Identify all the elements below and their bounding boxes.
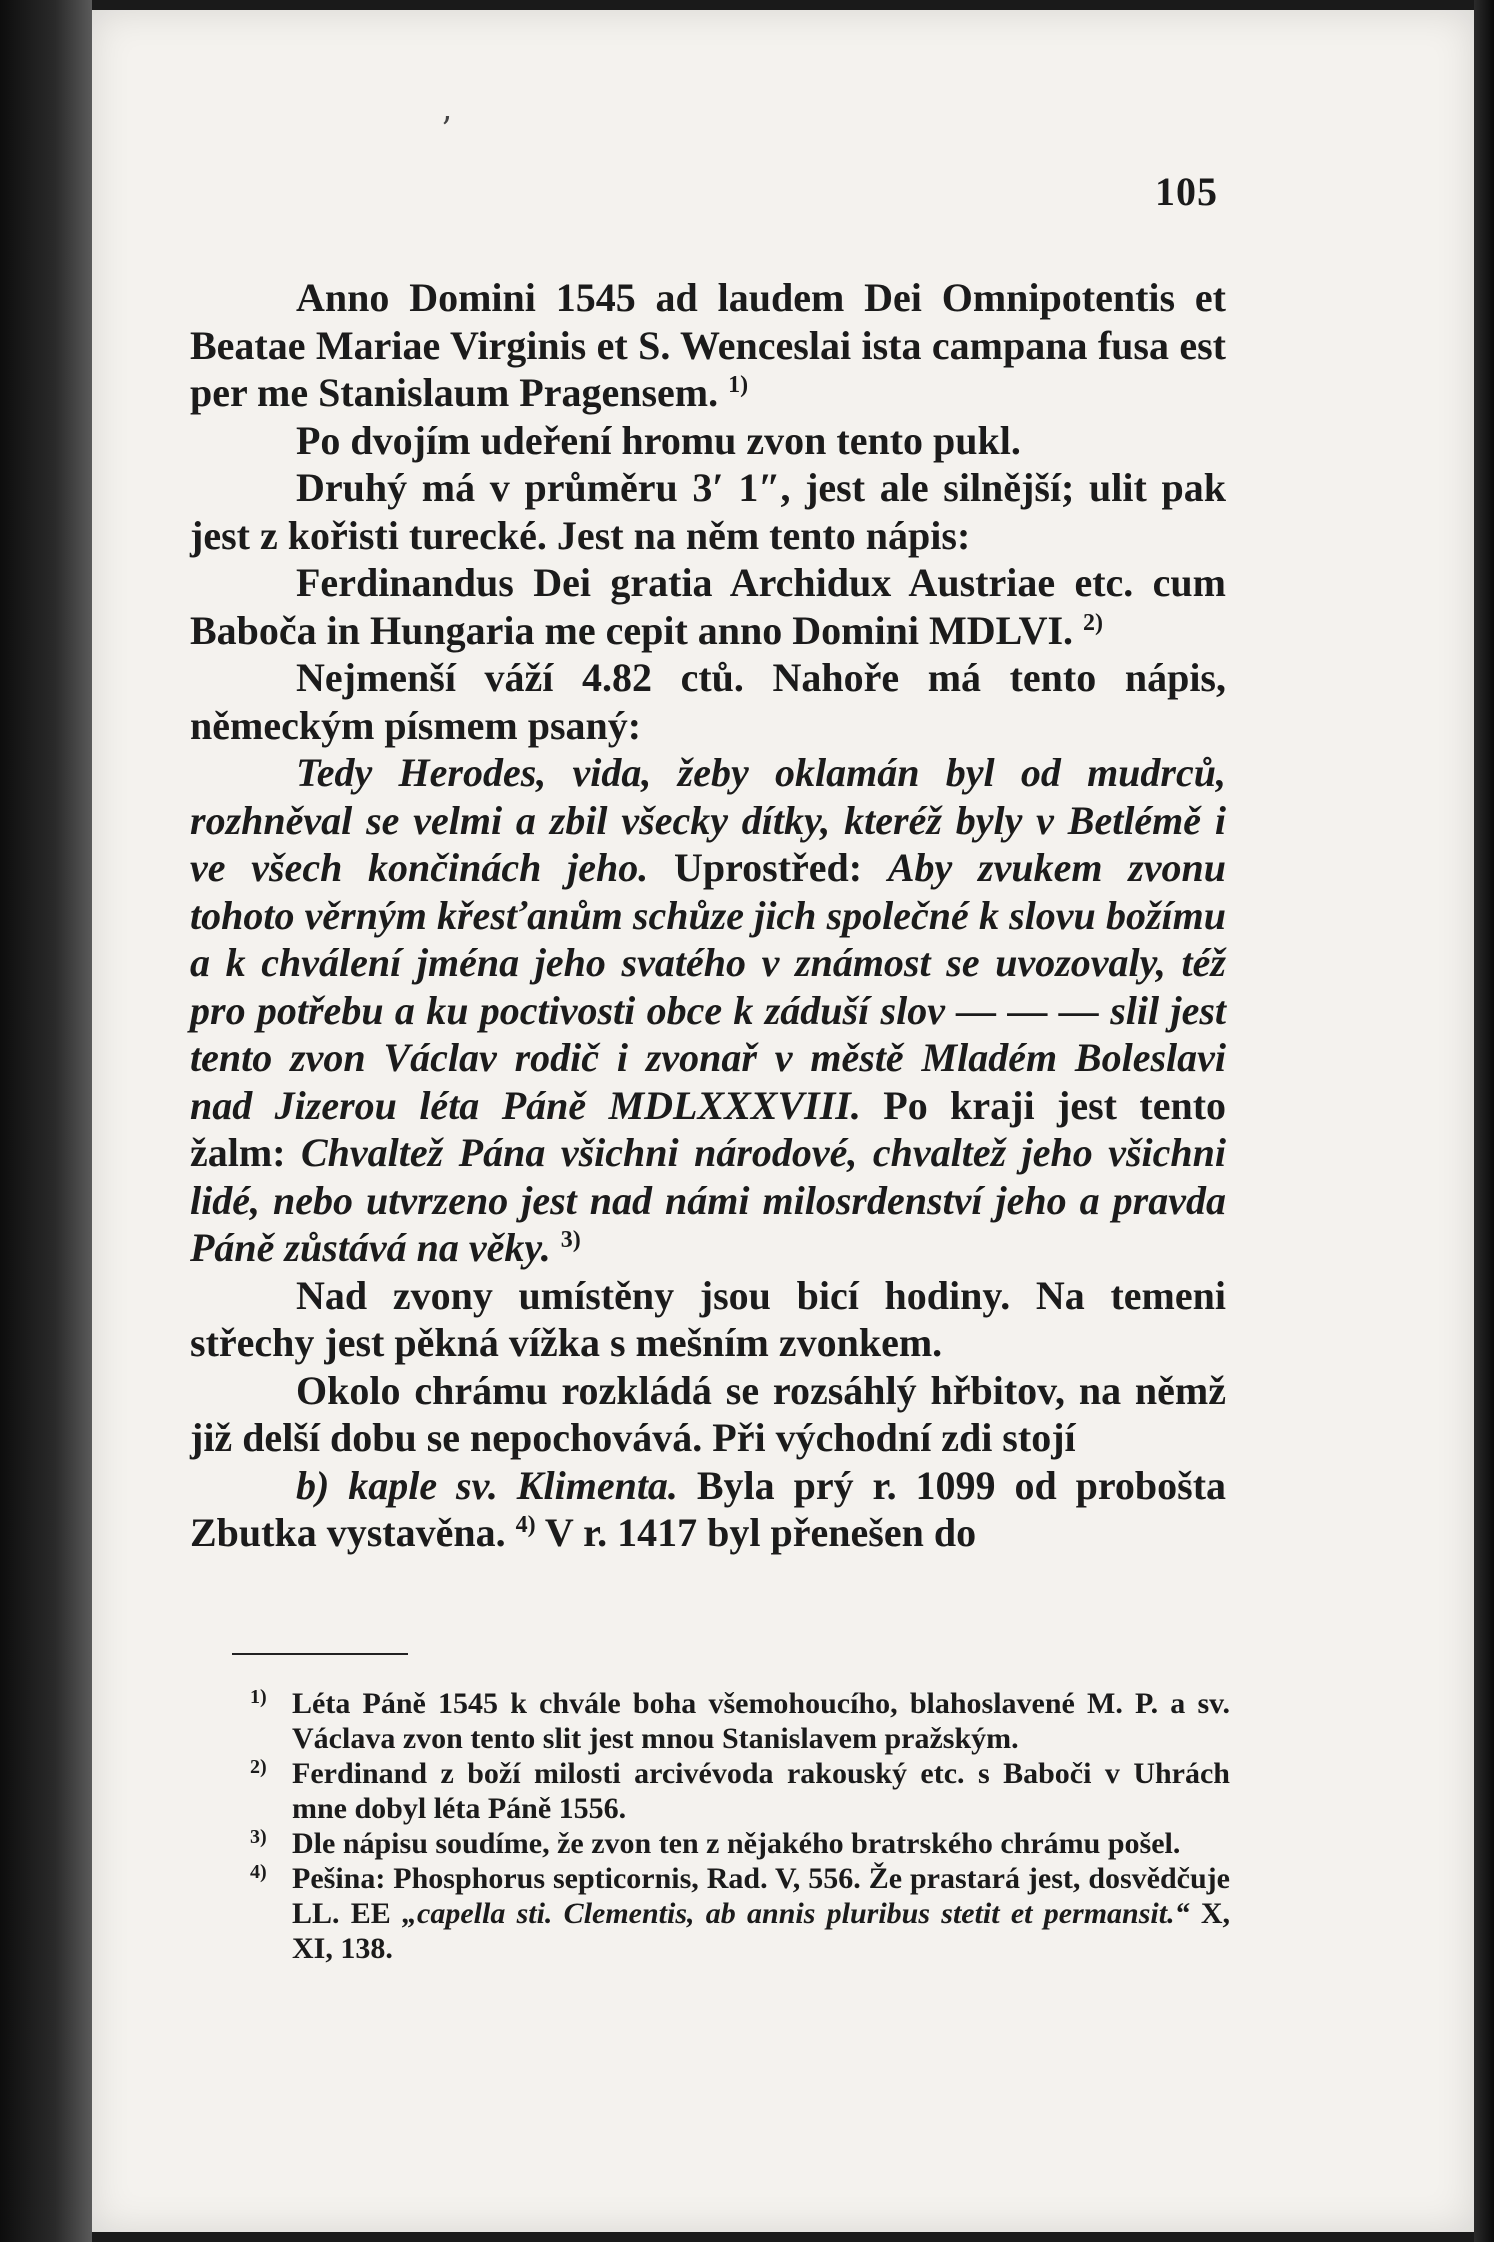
paragraph-inscription-1: Anno Domini 1545 ad laudem Dei Omnipotentis et Beatae Mariae Virginis et S. Wenceslai ista campana fusa est per me Stanislaum Pragensem. $^{1)}$ [190, 275, 1226, 415]
paragraph: Nejmenší váží 4.82 ctů. Nahoře má tento nápis, německým písmem psaný: [190, 655, 1226, 748]
italic-quote: Tedy Herodes, vida, žeby oklamán byl od mudrců, rozhněval se velmi a zbil všecky dítky, kteréž byly v Betlémě i ve všech končinách jeho. [190, 750, 1226, 890]
footnote: $^{1)}$ Léta Páně 1545 k chvále boha všemohoucího, blahoslavené M. P. a sv. Václava zvon tento slit jest mnou Stanislavem pražským. [250, 1686, 1230, 1755]
footnote-ref: 4) [515, 1512, 536, 1538]
footnote: $^{4)}$ Pešina: Phosphorus septicornis, Rad. V, 556. Že prastará jest, dosvědčuje LL. EE „capella sti. Clementis, ab annis pluribus stetit et permansit.“ X, XI, 138. [250, 1861, 1231, 1965]
ink-speck: ʼ [440, 110, 451, 150]
footnotes [250, 1686, 1230, 1966]
footnote-ref: 3) [560, 1227, 581, 1253]
paragraph: Okolo chrámu rozkládá se rozsáhlý hřbitov, na němž již delší dobu se nepochovává. Při východní zdi stojí [190, 1367, 1226, 1460]
paragraph-chapel: b) kaple sv. Klimenta. Byla prý r. 1099 od probošta Zbutka vystavěna. $^{4)}$ V r. 1417 byl přenešen do [190, 1462, 1227, 1555]
book-binding-shadow [0, 0, 92, 2242]
footnote: $^{3)}$ Dle nápisu soudíme, že zvon ten z nějakého bratrského chrámu pošel. [250, 1826, 1181, 1860]
footnote-ref: 2) [1083, 609, 1104, 636]
paragraph-german-inscription: Tedy Herodes, vida, žeby oklamán byl od mudrců, rozhněval se velmi a zbil všecky dítky, kteréž byly v Betlémě i ve všech končinách jeho. Uprostřed: Aby zvukem zvonu tohoto věrným křesťanům schůze jich společné k slovu božímu a k chválení jména jeho svatého v známost se uvozovaly, též pro potřebu a ku poctivosti obce k záduší slov — — — slil jest tento zvon Václav rodič i zvonař v městě Mladém Boleslavi nad Jizerou léta Páně MDLXXXVIII. Po kraji jest tento žalm: Chvaltež Pána všichni národové, chvaltež jeho všichni lidé, nebo utvrzeno jest nad námi milosrdenství jeho a pravda Páně zůstává na věky. $^{3)}$ [190, 750, 1227, 1270]
paragraph: Nad zvony umístěny jsou bicí hodiny. Na temeni střechy jest pěkná vížka s mešním zvonkem. [190, 1272, 1226, 1365]
page-edge-shadow [1474, 0, 1494, 2242]
footnote: $^{2)}$ Ferdinand z boží milosti arcivévoda rakouský etc. s Baboči v Uhrách mne dobyl léta Páně 1556. [250, 1756, 1230, 1825]
page-number: 105 [1155, 169, 1218, 214]
paragraph: Po dvojím udeření hromu zvon tento pukl. [296, 417, 1021, 463]
italic-quote: Aby zvukem zvonu tohoto věrným křesťanům schůze jich společné k slovu božímu a k chválení jména jeho svatého v známost se uvozovaly, též pro potřebu a ku poctivosti obce k záduší slov — — — slil jest tento zvon Václav rodič i zvonař v městě Mladém Boleslavi nad Jizerou léta Páně MDLXXXVIII. [190, 845, 1227, 1128]
footnote-ref: 1) [728, 372, 749, 398]
section-heading: b) kaple sv. Klimenta. [296, 1462, 678, 1508]
italic-quote: Chvaltež Pána všichni národové, chvaltež jeho všichni lidé, nebo utvrzeno jest nad námi milosrdenství jeho a pravda Páně zůstává na věky. [190, 1130, 1226, 1270]
footnote-divider [232, 1653, 408, 1655]
paragraph: Druhý má v průměru 3′ 1″, jest ale silnější; ulit pak jest z kořisti turecké. Jest na něm tento nápis: [190, 465, 1226, 558]
paragraph-inscription-2: Ferdinandus Dei gratia Archidux Austriae etc. cum Baboča in Hungaria me cepit anno Domini MDLVI. $^{2)}$ [190, 560, 1226, 653]
body-text [190, 274, 1226, 1557]
